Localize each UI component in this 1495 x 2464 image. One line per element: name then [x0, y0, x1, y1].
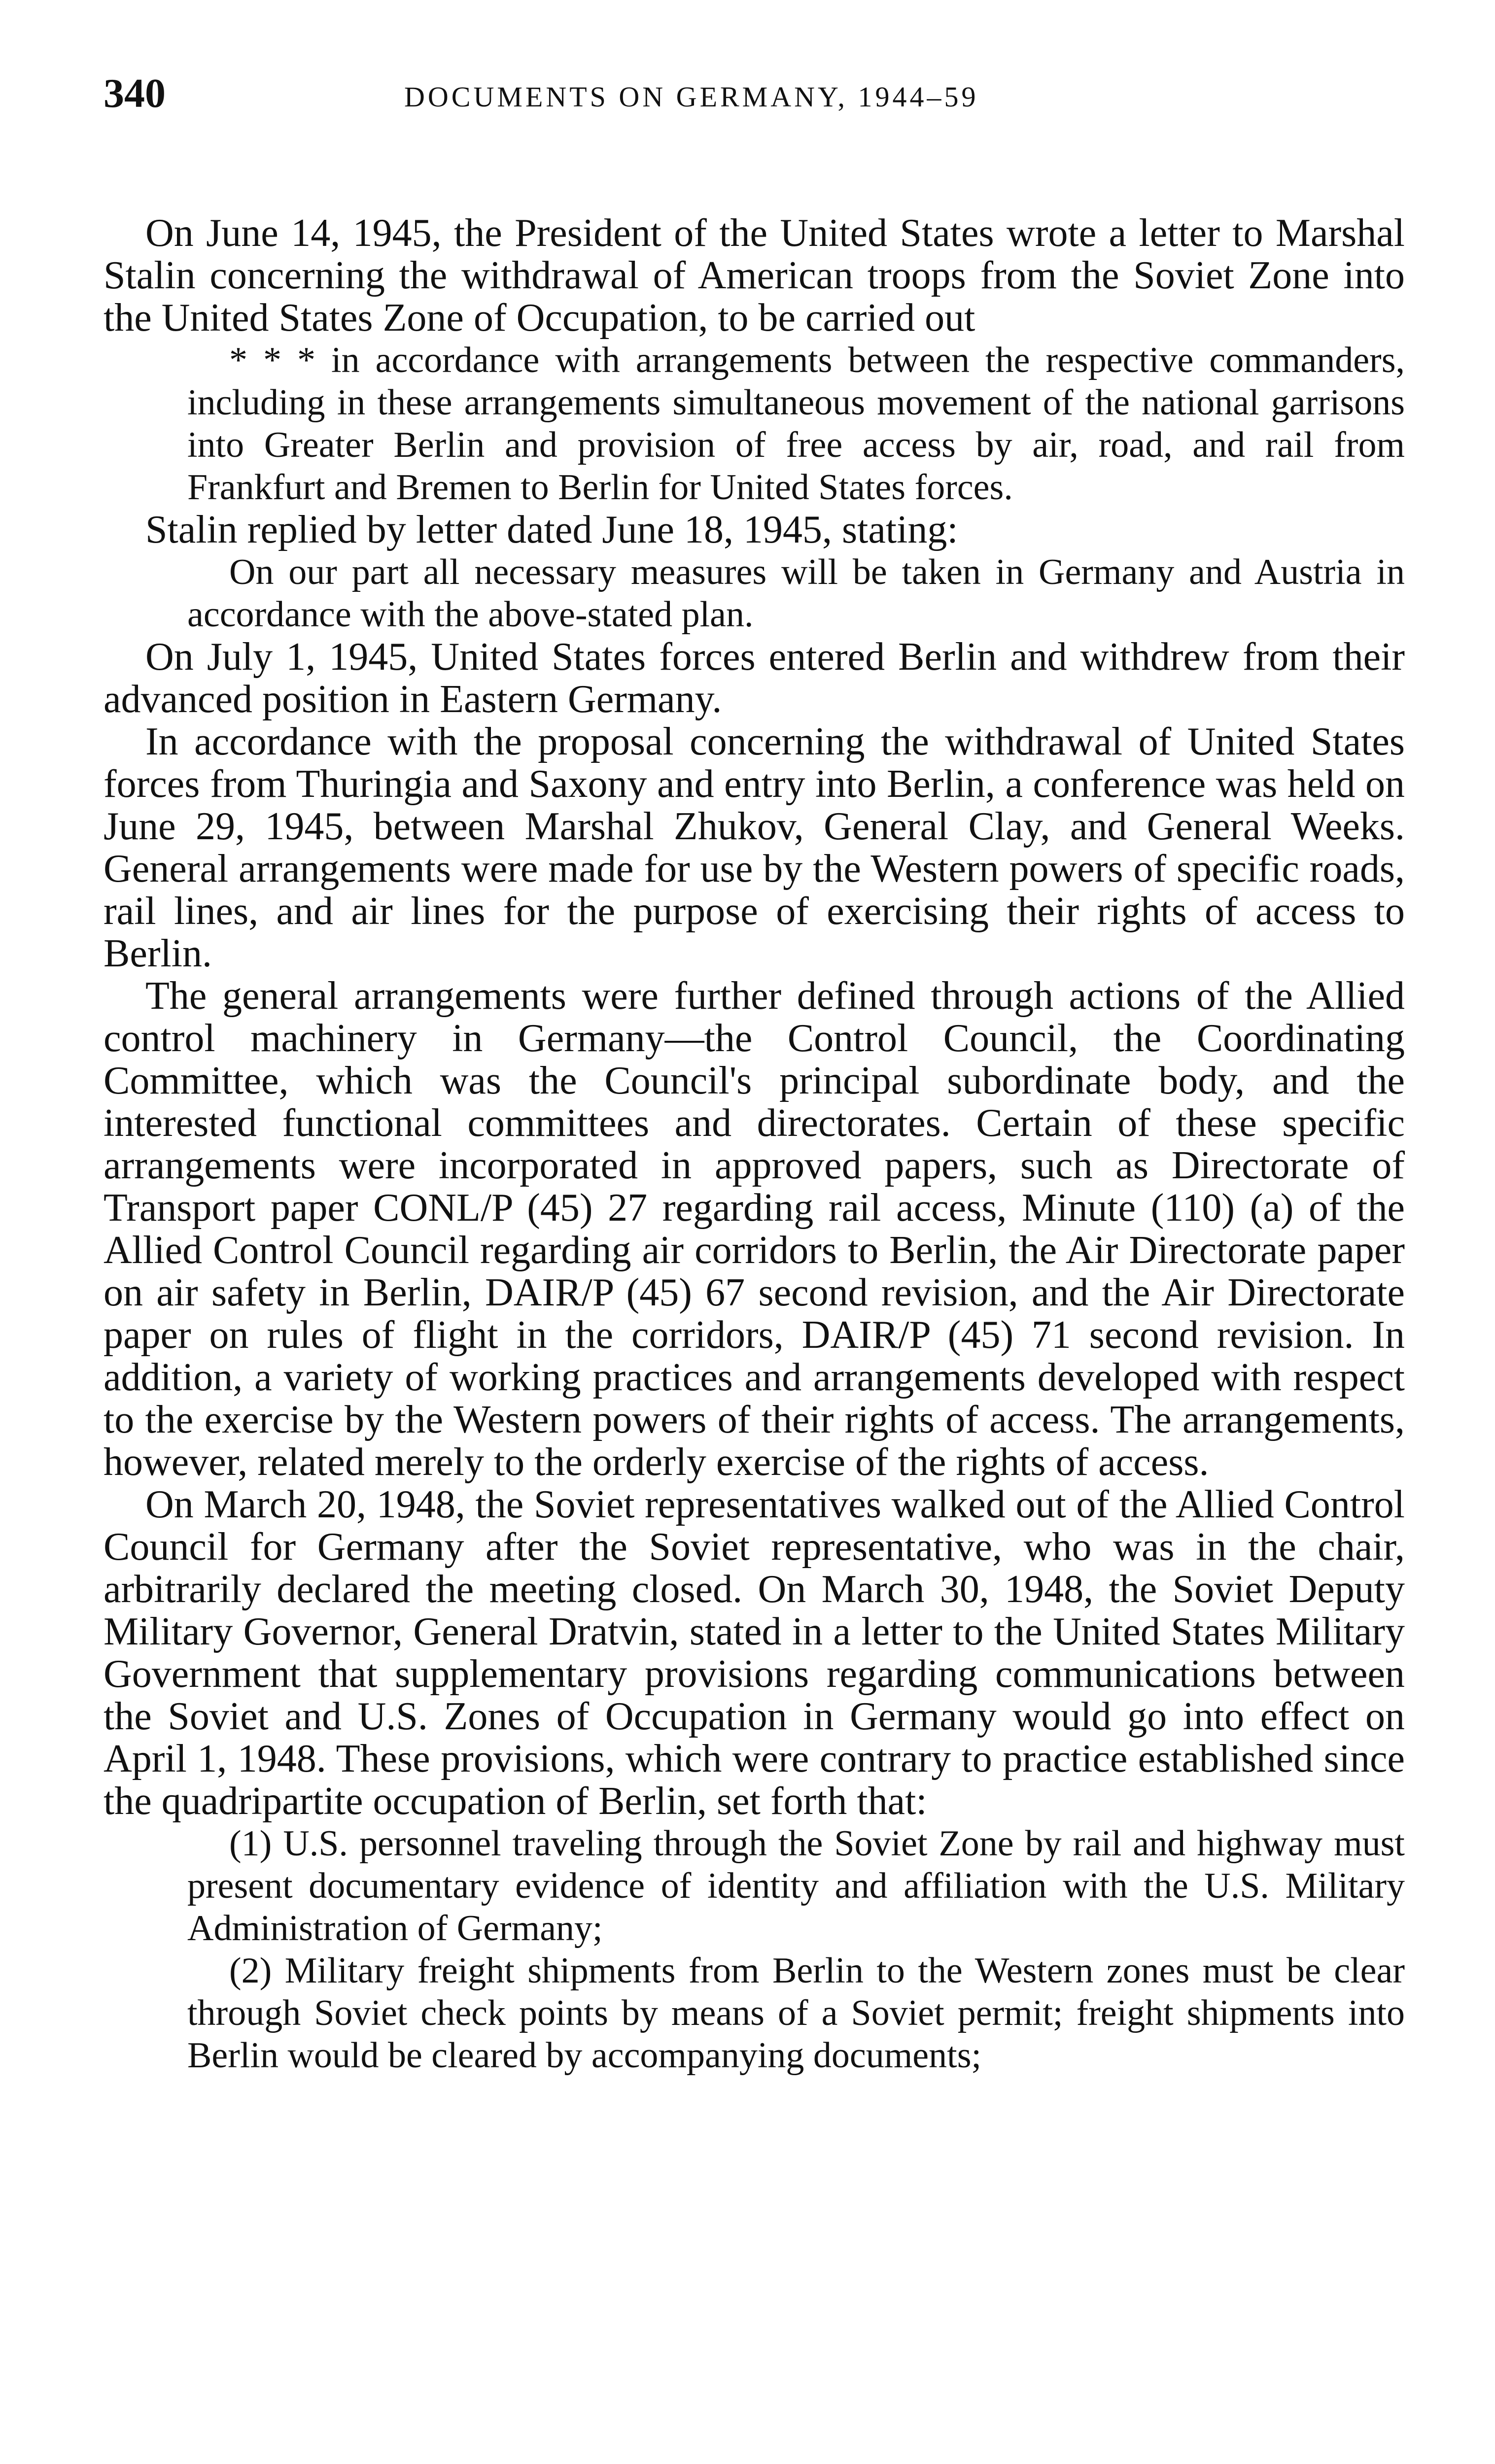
page-number: 340 — [104, 70, 166, 116]
quote-president-letter: * * * in accordance with arrangements between the respective commanders, including in these arrangements simultaneous movement of the national garrisons into Greater Berlin and provision of free access by air, road, and rail from Frankfurt and Bremen to Berlin for United States forces. — [187, 340, 1405, 508]
paragraph-march-1948: On March 20, 1948, the Soviet representatives walked out of the Allied Control Council for Germany after the Soviet representative, who was in the chair, arbitrarily declared the meeting closed. On March 30, 1948, the Soviet Deputy Military Governor, General Dratvin, stated in a letter to the United States Military Government that supplementary provisions regarding communications between the Soviet and U.S. Zones of Occupation in Germany would go into effect on April 1, 1948. These provisions, which were contrary to practice established since the quadripartite occupation of Berlin, set forth that: — [104, 1483, 1405, 1823]
running-head: DOCUMENTS ON GERMANY, 1944–59 — [404, 81, 979, 113]
quote-stalin-reply: On our part all necessary measures will be taken in Germany and Austria in accordance with the above-stated plan. — [187, 552, 1405, 635]
paragraph-forces-entered-berlin: On July 1, 1945, United States forces entered Berlin and withdrew from their advanced position in Eastern Germany. — [104, 635, 1405, 721]
paragraph-june-29-conference: In accordance with the proposal concerning the withdrawal of United States forces from Thuringia and Saxony and entry into Berlin, a conference was held on June 29, 1945, between Marshal Zhukov, General Clay, and General Weeks. General arrangements were made for use by the Western powers of specific roads, rail lines, and air lines for the purpose of exercising their rights of access to Berlin. — [104, 720, 1405, 975]
paragraph-general-arrangements: The general arrangements were further defined through actions of the Allied control machinery in Germany—the Control Council, the Coordinating Committee, which was the Council's principal subordinate body, and the interested functional committees and directorates. Certain of these specific arrangements were incorporated in approved papers, such as Directorate of Transport paper CONL/P (45) 27 regarding rail access, Minute (110) (a) of the Allied Control Council regarding air corridors to Berlin, the Air Directorate paper on air safety in Berlin, DAIR/P (45) 67 second revision, and the Air Directorate paper on rules of flight in the corridors, DAIR/P (45) 71 second revision. In addition, a variety of working practices and arrangements developed with respect to the exercise by the Western powers of their rights of access. The arrangements, however, related merely to the orderly exercise of the rights of access. — [104, 974, 1405, 1484]
list-item-1: (1) U.S. personnel traveling through the Soviet Zone by rail and highway must present documentary evidence of identity and affiliation with the U.S. Military Administration of Germany; — [187, 1823, 1405, 1949]
body-text — [104, 212, 1405, 2077]
list-item-2: (2) Military freight shipments from Berlin to the Western zones must be clear through Soviet check points by means of a Soviet permit; freight shipments into Berlin would be cleared by accompanying documents; — [187, 1951, 1405, 2076]
page-header — [104, 69, 1405, 128]
document-page — [104, 69, 1405, 2077]
paragraph-letter-to-stalin: On June 14, 1945, the President of the United States wrote a letter to Marshal Stalin concerning the withdrawal of American troops from the Soviet Zone into the United States Zone of Occupation, to be carried out — [104, 211, 1405, 340]
paragraph-stalin-reply: Stalin replied by letter dated June 18, 1945, stating: — [145, 508, 958, 551]
